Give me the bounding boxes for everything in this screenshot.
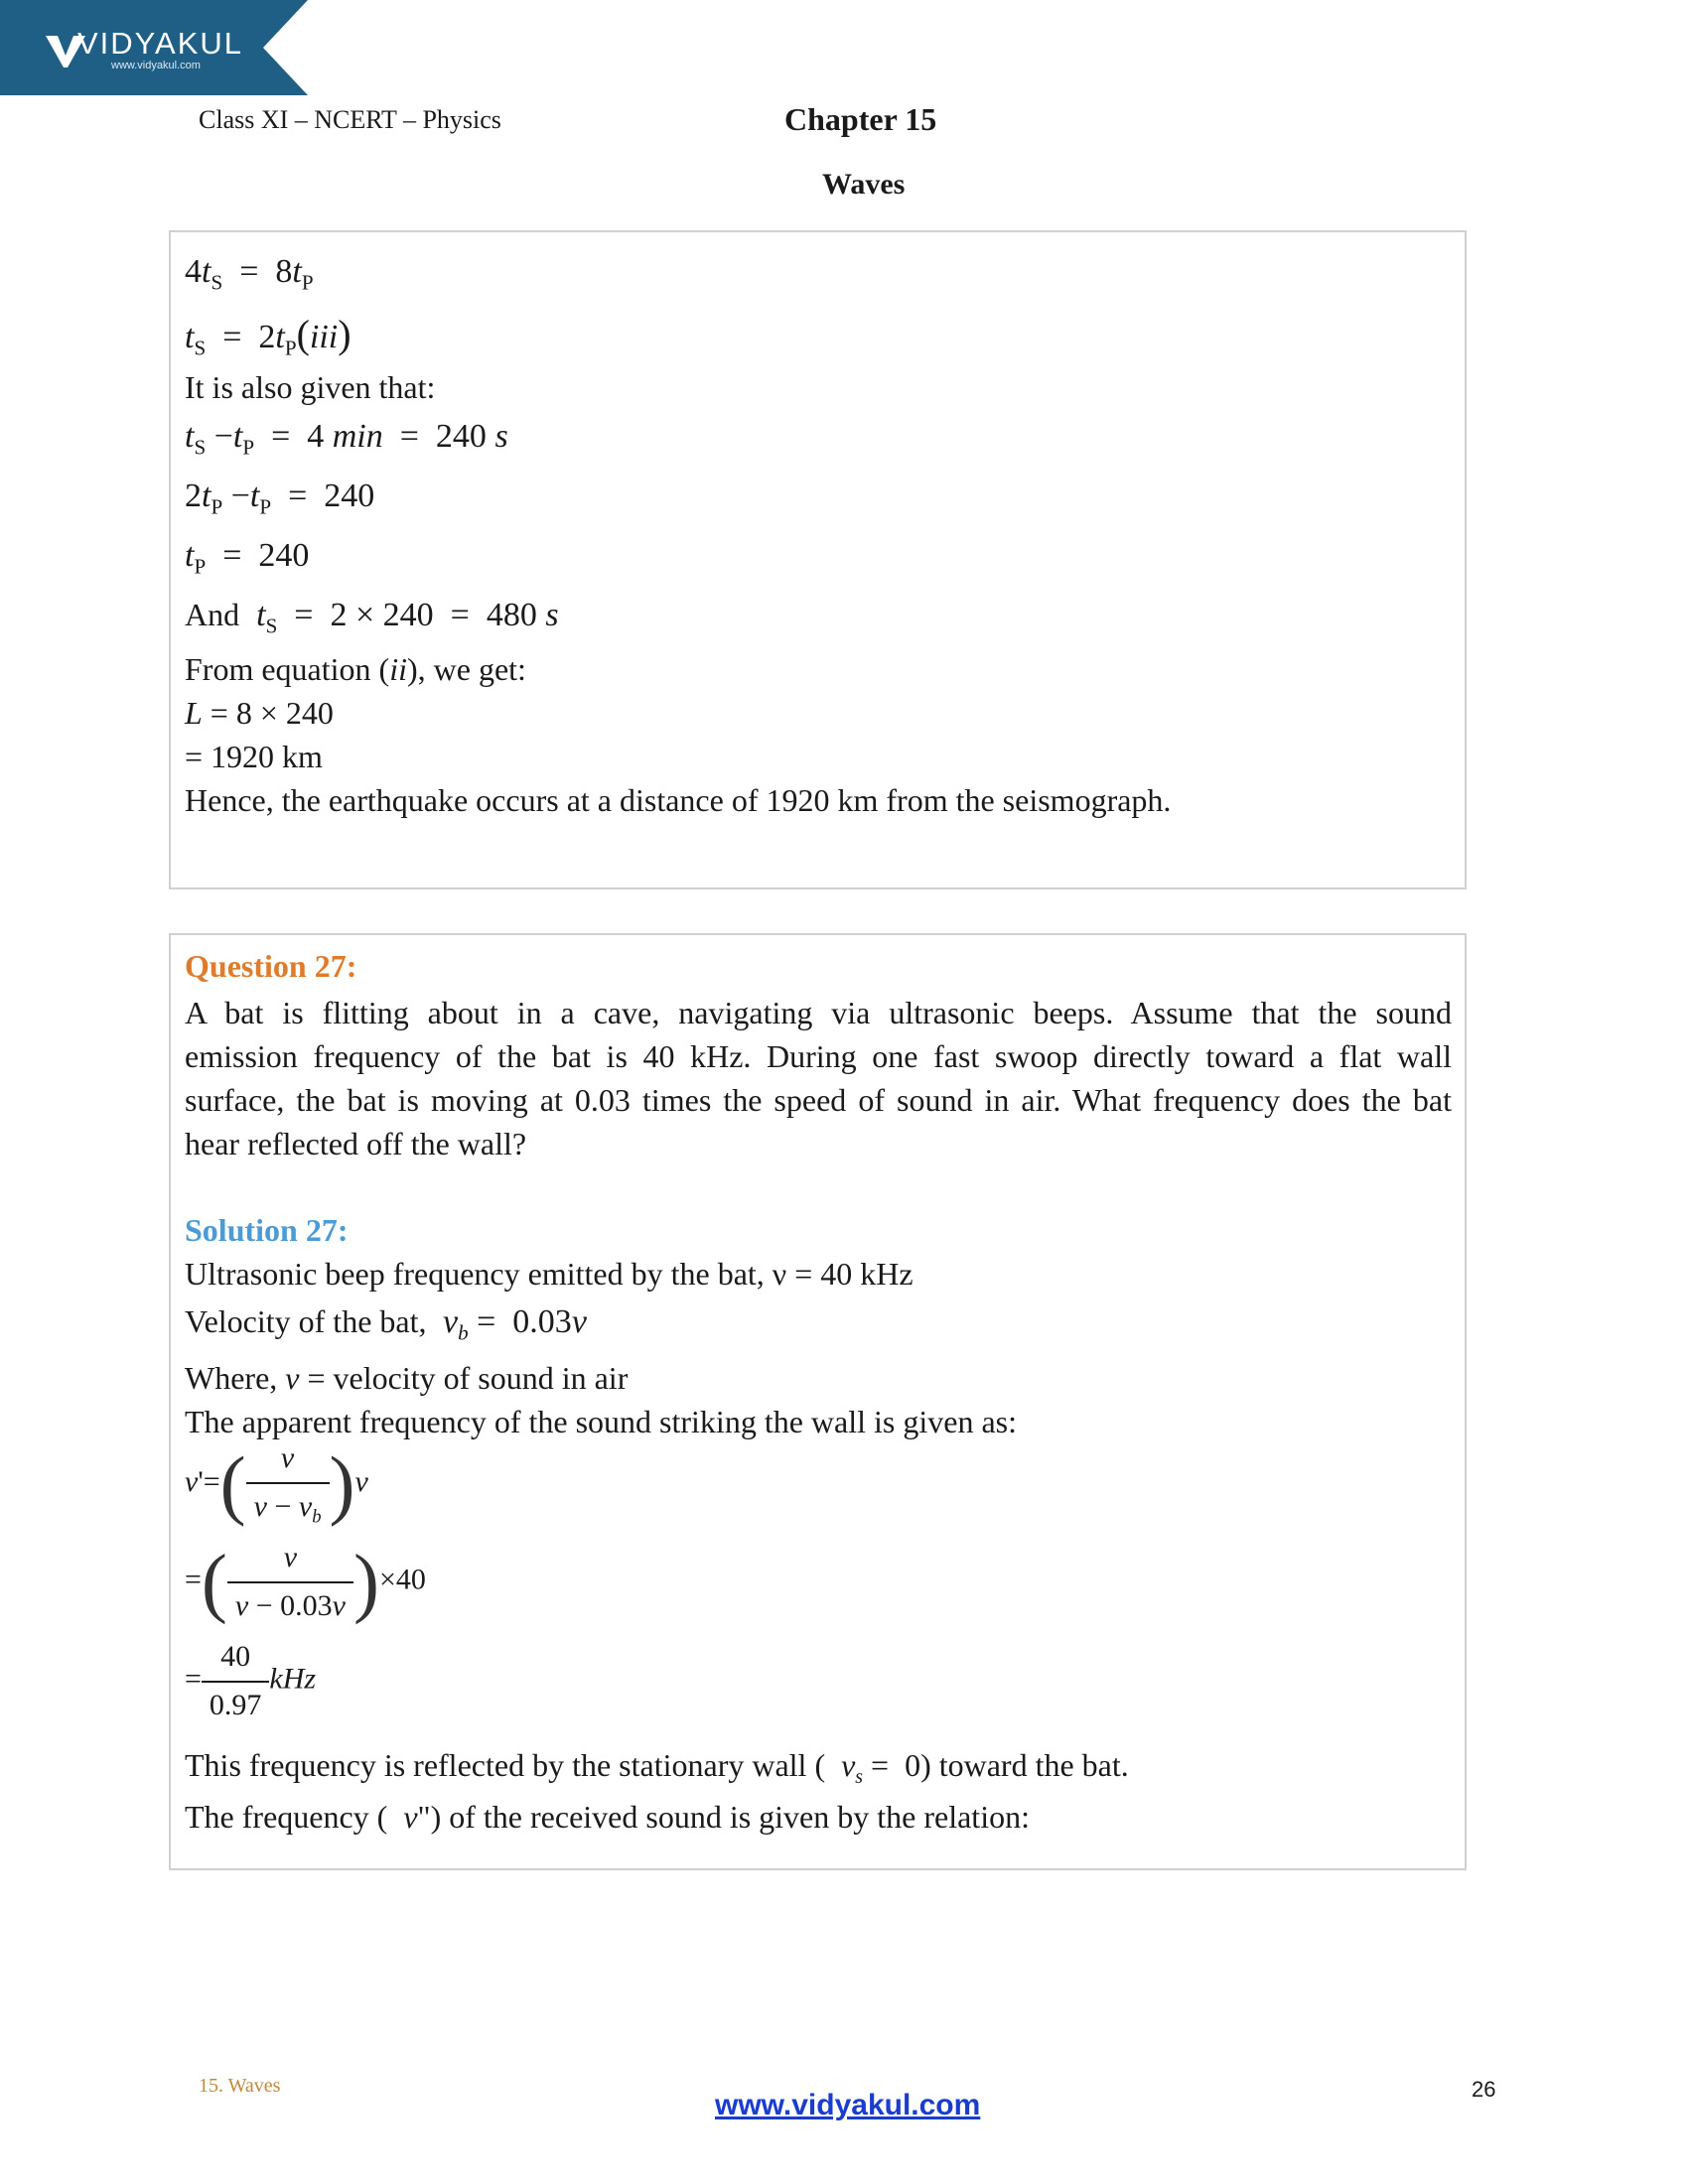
logo-brand: VIDYAKUL xyxy=(77,26,244,61)
solution-line-6: The frequency ( v") of the received sound is given by the relation: xyxy=(185,1799,1030,1835)
footer-chapter: 15. Waves xyxy=(199,2075,281,2097)
equation-6: And $t_S = 2 \times 240 = 480$ s xyxy=(185,597,559,638)
equation-3: $t_S -t_P = 4$ min = 240 s xyxy=(185,418,508,460)
bat-velocity-label: Velocity of the bat, xyxy=(185,1303,427,1339)
logo-url: www.vidyakul.com xyxy=(111,60,201,71)
from-equation-text: From equation (ii), we get: xyxy=(185,651,526,687)
question-text xyxy=(185,991,1452,1165)
solution-line-2 xyxy=(185,1302,587,1345)
question-line-3: surface, the bat is moving at 0.03 times the speed of sound in air. What frequency does the bat xyxy=(185,1082,1452,1118)
given-text: It is also given that: xyxy=(185,369,436,405)
question-line-1: A bat is flitting about in a cave, navigating via ultrasonic beeps. Assume that the sound xyxy=(185,995,1452,1030)
fraction-2: $\frac{v}{v - 0.03v}$ xyxy=(227,1541,353,1623)
solution-label: Solution 27: xyxy=(185,1212,349,1248)
vidyakul-website-link[interactable]: www.vidyakul.com xyxy=(715,2089,981,2121)
calc-line-2: = 1920 km xyxy=(185,739,323,774)
equation-5: $t_P = 240$ xyxy=(185,537,310,579)
bat-velocity-equation: $v_b = 0.03v$ xyxy=(442,1303,587,1345)
fraction-3: $\frac{40}{0.97}$ xyxy=(202,1640,270,1722)
question-line-4: hear reflected off the wall? xyxy=(185,1126,527,1161)
equation-1 xyxy=(185,252,314,295)
chapter-label: Chapter 15 xyxy=(784,101,937,137)
formula-apparent-frequency: v'=( $\frac{v}{v - v_b}$ )v xyxy=(185,1440,368,1528)
equation-1-text: $4t_S = 8t_P$ xyxy=(185,253,314,295)
chapter-title: Waves xyxy=(822,168,906,201)
vidyakul-logo xyxy=(0,0,308,95)
question-label: Question 27: xyxy=(185,948,357,984)
formula-result: = $\frac{40}{0.97}$ kHz xyxy=(185,1640,317,1721)
conclusion-text: Hence, the earthquake occurs at a distance of 1920 km from the seismograph. xyxy=(185,782,1172,818)
formula-substitution: =( $\frac{v}{v - 0.03v}$ )×40 xyxy=(185,1538,426,1625)
class-label: Class XI – NCERT – Physics xyxy=(199,105,501,134)
fraction-1: $\frac{v}{v - v_b}$ xyxy=(246,1441,330,1527)
equation-2: $t_S = 2t_P(iii)$ xyxy=(185,312,352,360)
solution-line-1: Ultrasonic beep frequency emitted by the bat, ν = 40 kHz xyxy=(185,1256,914,1292)
solution-line-3: Where, v = velocity of sound in air xyxy=(185,1360,629,1396)
question-line-2: emission frequency of the bat is 40 kHz. During one fast swoop directly toward a flat wall xyxy=(185,1038,1452,1074)
solution-line-5: This frequency is reflected by the stationary wall ( $v_s = 0$) toward the bat. xyxy=(185,1747,1129,1788)
solution-line-4: The apparent frequency of the sound striking the wall is given as: xyxy=(185,1404,1017,1439)
calc-line-1: L = 8 × 240 xyxy=(185,695,334,731)
equation-4: $2t_P -t_P = 240$ xyxy=(185,478,375,519)
page-number: 26 xyxy=(1472,2077,1496,2102)
